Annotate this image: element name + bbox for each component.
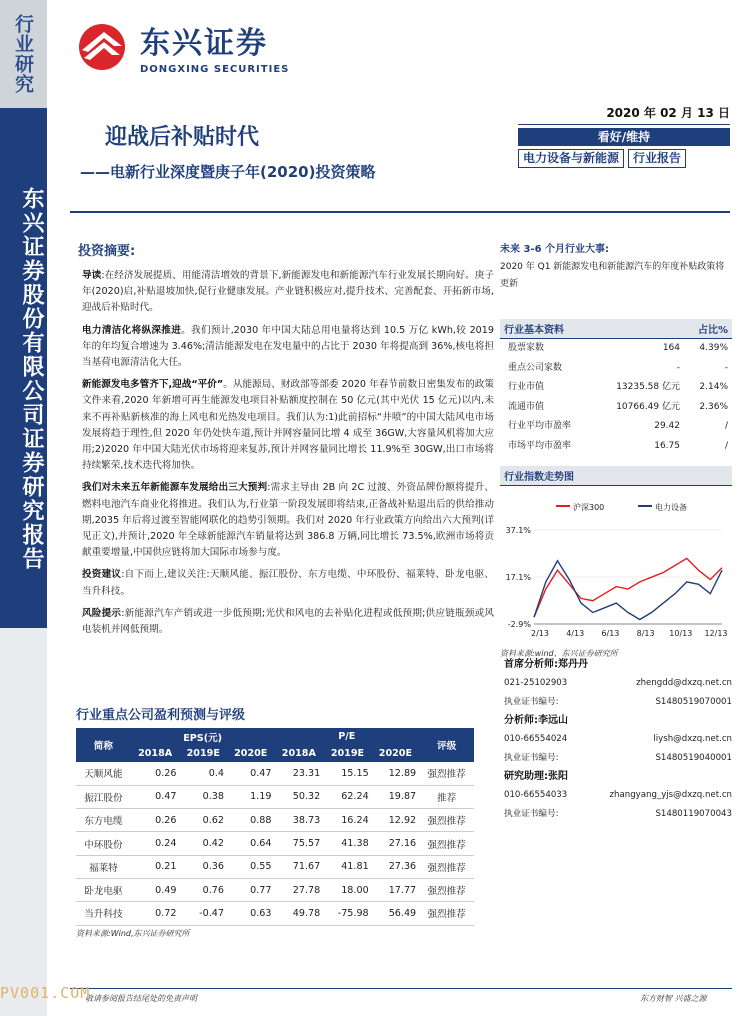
x-tick-label: 2/13 — [531, 629, 549, 638]
eps-value: 0.64 — [227, 832, 274, 855]
report-type-tag: 行业报告 — [628, 149, 686, 168]
eps-value: 0.63 — [227, 902, 274, 925]
eps-value: 0.47 — [227, 762, 274, 785]
legend-label: 沪深300 — [573, 503, 605, 512]
header-divider — [70, 211, 730, 213]
x-tick-label: 8/13 — [636, 629, 655, 638]
header-year: 2019E — [323, 745, 371, 762]
analyst-email: liysh@dxzq.net.cn — [653, 734, 732, 744]
index-trend-chart — [500, 486, 732, 644]
company-name: 当升科技 — [76, 902, 131, 925]
table-row — [76, 902, 474, 925]
company-name: 天顺风能 — [76, 762, 131, 785]
table-row: 流通市值 10766.49 亿元 2.36% — [508, 401, 728, 412]
pe-value: 56.49 — [372, 902, 419, 925]
rating-value: 强烈推荐 — [419, 832, 474, 855]
pe-value: 16.24 — [323, 809, 371, 832]
pe-value: 12.92 — [372, 809, 419, 832]
events-text: 2020 年 Q1 新能源发电和新能源汽车的年度补贴政策将更新 — [500, 262, 725, 289]
eps-value: 1.19 — [227, 785, 274, 808]
analyst-name: 李远山 — [538, 715, 568, 726]
y-tick-label: 17.1% — [505, 573, 531, 582]
index-trend-section — [500, 466, 732, 659]
eps-value: 0.26 — [131, 762, 180, 785]
table-row: 行业平均市盈率 29.42 / — [508, 421, 728, 431]
rating-value: 强烈推荐 — [419, 902, 474, 925]
pe-value: -75.98 — [323, 902, 371, 925]
pe-value: 50.32 — [274, 785, 323, 808]
logo-mark-icon — [70, 22, 134, 72]
pe-value: 41.38 — [323, 832, 371, 855]
basic-table-pct-header: 占比% — [697, 325, 728, 336]
summary-heading: 投资摘要: — [78, 244, 136, 259]
industry-tag: 电力设备与新能源 — [518, 149, 624, 168]
analyst-email: zhangyang_yjs@dxzq.net.cn — [609, 790, 732, 800]
eps-value: 0.55 — [227, 855, 274, 878]
pe-value: 38.73 — [274, 809, 323, 832]
analyst-list — [500, 655, 732, 823]
eps-value: 0.42 — [180, 832, 227, 855]
eps-value: 0.38 — [180, 785, 227, 808]
analyst-cert: S1480519070001 — [655, 696, 732, 707]
pe-value: 49.78 — [274, 902, 323, 925]
logo-english-name: DONGXING SECURITIES — [140, 64, 290, 75]
chart-source: 资料来源:wind、东兴证券研究所 — [500, 649, 618, 658]
rating-value: 推荐 — [419, 785, 474, 808]
header-year: 2020E — [372, 745, 419, 762]
pe-value: 27.78 — [274, 878, 323, 901]
eps-value: -0.47 — [180, 902, 227, 925]
eps-value: 0.47 — [131, 785, 180, 808]
pe-value: 15.15 — [323, 762, 371, 785]
events-heading: 未来 3-6 个月行业大事: — [500, 244, 610, 255]
header-year: 2019E — [180, 745, 227, 762]
basic-table-heading: 行业基本资料 — [504, 325, 564, 336]
analyst-name: 张阳 — [548, 771, 568, 782]
pe-value: 71.67 — [274, 855, 323, 878]
summary-paragraph: 我们对未来五年新能源车发展给出三大预判:需求主导由 2B 向 2C 过渡、外资品牌份额将提升、燃料电池汽车商业化将推进。我们认为,行业第一阶段发展即将结束,正备战补贴退出后的供给推动期,2035 年后将过渡至智能网联化的趋势引领期。我们对 2020 年行业政策方向给出六大预判(详见正文),并预计,2020 年全球新能源汽车销量将达到 386.8 万辆,同比增长 73.5%,欧洲市场将贡献重要增量,中国供应链将加大国际市场参与度。 — [82, 482, 495, 559]
summary-body — [82, 268, 494, 644]
table-row: 行业市值 13235.58 亿元 2.14% — [508, 382, 728, 392]
pe-value: 75.57 — [274, 832, 323, 855]
summary-paragraph: 投资建议:自下而上,建议关注:天顺风能、振江股份、东方电缆、中环股份、福莱特、卧龙电驱、当升科技。 — [82, 569, 495, 597]
company-name: 卧龙电驱 — [76, 878, 131, 901]
analyst-card: 分析师:李远山 010-66554024 liysh@dxzq.net.cn 执业证书编号: S1480519040001 — [500, 711, 732, 767]
company-name: 东方电缆 — [76, 809, 131, 832]
pe-value: 27.36 — [372, 855, 419, 878]
y-tick-label: -2.9% — [507, 620, 531, 629]
header-eps: EPS(元) — [131, 728, 275, 745]
eps-value: 0.77 — [227, 878, 274, 901]
report-subtitle: ——电新行业深度暨庚子年(2020)投资策略 — [80, 163, 376, 181]
y-tick-label: 37.1% — [505, 526, 531, 535]
analyst-phone: 010-66554033 — [504, 790, 568, 800]
eps-value: 0.4 — [180, 762, 227, 785]
header-rating: 评级 — [419, 728, 474, 762]
footer-slogan: 东方财智 兴盛之源 — [640, 994, 707, 1003]
company-name: 福莱特 — [76, 855, 131, 878]
watermark: PV001.COM — [0, 984, 91, 1002]
analyst-cert: S1480119070043 — [655, 808, 732, 819]
eps-value: 0.26 — [131, 809, 180, 832]
pe-value: 19.87 — [372, 785, 419, 808]
forecast-title: 行业重点公司盈利预测与评级 — [76, 708, 246, 723]
left-sidebar — [0, 0, 47, 1016]
pe-value: 18.00 — [323, 878, 371, 901]
rating-value: 强烈推荐 — [419, 809, 474, 832]
header-year: 2020E — [227, 745, 274, 762]
analyst-card: 研究助理:张阳 010-66554033 zhangyang_yjs@dxzq.net.cn 执业证书编号: S1480119070043 — [500, 767, 732, 823]
table-row — [76, 762, 474, 785]
summary-paragraph: 新能源发电多管齐下,迎战“平价”。从能源局、财政部等部委 2020 年春节前数日密集发布的政策文件来看,2020 年新增可再生能源发电项目补贴额度控制在 50 亿元(其中光伏 15 亿元)以内,未来不再补贴新核准的海上风电和光热发电项目。我们认为:1)此前招标“井喷”的中国大陆风电市场发展将趋于理性,但 2020 年仍处快车道,预计并网容量同比增 4 成至 36GW,大容量风机将加大应用;2)2020 年中国大陆光伏市场将迎来复苏,预计并网容量同比增长 11.9%至 30GW,出口市场将持续繁荣,技术迭代将加快。 — [82, 379, 494, 472]
rating-value: 强烈推荐 — [419, 855, 474, 878]
industry-basic-table — [500, 319, 732, 456]
footer-disclaimer: 敬请参阅报告结尾处的免责声明 — [85, 994, 197, 1003]
report-meta — [518, 104, 730, 168]
company-name: 振江股份 — [76, 785, 131, 808]
summary-paragraph: 风险提示:新能源汽车产销或进一步低预期;光伏和风电的去补贴化进程或低预期;供应链瓶颈或风电装机并网低预期。 — [82, 607, 495, 636]
table-row: 重点公司家数 - - — [508, 362, 728, 373]
eps-value: 0.36 — [180, 855, 227, 878]
pe-value: 62.24 — [323, 785, 371, 808]
header-year: 2018A — [274, 745, 323, 762]
analyst-card: 首席分析师:郑丹丹 021-25102903 zhengdd@dxzq.net.cn 执业证书编号: S1480519070001 — [500, 655, 732, 711]
header-name: 简称 — [76, 728, 131, 762]
sidebar-category-label: 行业研究 — [0, 0, 47, 108]
trend-heading: 行业指数走势图 — [504, 472, 574, 483]
forecast-source: 资料来源:Wind,东兴证券研究所 — [76, 929, 190, 938]
legend-label: 电力设备 — [655, 503, 687, 512]
table-row — [76, 855, 474, 878]
analyst-cert: S1480519040001 — [655, 752, 732, 763]
table-row — [76, 832, 474, 855]
header-pe: P/E — [274, 728, 419, 745]
eps-value: 0.88 — [227, 809, 274, 832]
report-date: 2020 年 02 月 13 日 — [518, 104, 730, 125]
logo-chinese-name: 东兴证券 — [140, 26, 268, 61]
rating-value: 强烈推荐 — [419, 878, 474, 901]
header-year: 2018A — [131, 745, 180, 762]
x-tick-label: 12/13 — [704, 629, 728, 638]
sidebar-org-label: 东兴证券股份有限公司证券研究报告 — [0, 108, 47, 628]
table-row — [76, 785, 474, 808]
company-logo — [70, 18, 289, 75]
table-row — [76, 809, 474, 832]
table-row — [76, 878, 474, 901]
pe-value: 12.89 — [372, 762, 419, 785]
analyst-name: 郑丹丹 — [558, 659, 588, 670]
table-row: 市场平均市盈率 16.75 / — [508, 440, 728, 451]
table-row: 股票家数 164 4.39% — [508, 343, 728, 353]
pe-value: 41.81 — [323, 855, 371, 878]
eps-value: 0.24 — [131, 832, 180, 855]
eps-value: 0.21 — [131, 855, 180, 878]
analyst-phone: 010-66554024 — [504, 734, 568, 744]
eps-value: 0.49 — [131, 878, 180, 901]
rating-value: 强烈推荐 — [419, 762, 474, 785]
eps-value: 0.62 — [180, 809, 227, 832]
eps-value: 0.72 — [131, 902, 180, 925]
analyst-phone: 021-25102903 — [504, 678, 568, 688]
summary-paragraph: 电力清洁化将纵深推进。我们预计,2030 年中国大陆总用电量将达到 10.5 万亿 kWh,较 2019 年的年均复合增速为 3.46%;清洁能源发电在发电量中的占比于 2030 年将提高到 36%,核电将担当基荷电源清洁化大任。 — [82, 324, 494, 369]
summary-paragraph: 导读:在经济发展提质、用能清洁增效的背景下,新能源发电和新能源汽车行业发展长期向好。庚子年(2020)启,补贴退坡加快,促行业健康发展。产业链积极应对,提升技术、完善配套、开拓新市场,迎战后补贴时代。 — [82, 270, 495, 314]
analyst-email: zhengdd@dxzq.net.cn — [636, 678, 732, 688]
x-tick-label: 4/13 — [566, 629, 585, 638]
pe-value: 23.31 — [274, 762, 323, 785]
eps-value: 0.76 — [180, 878, 227, 901]
pe-value: 27.16 — [372, 832, 419, 855]
footer-divider — [70, 988, 732, 989]
x-tick-label: 10/13 — [669, 629, 693, 638]
series-line — [534, 561, 722, 620]
report-title: 迎战后补贴时代 — [105, 125, 260, 150]
right-column — [500, 240, 732, 456]
forecast-table — [76, 728, 474, 926]
pe-value: 17.77 — [372, 878, 419, 901]
x-tick-label: 6/13 — [601, 629, 620, 638]
company-name: 中环股份 — [76, 832, 131, 855]
rating-badge: 看好/维持 — [518, 128, 730, 146]
